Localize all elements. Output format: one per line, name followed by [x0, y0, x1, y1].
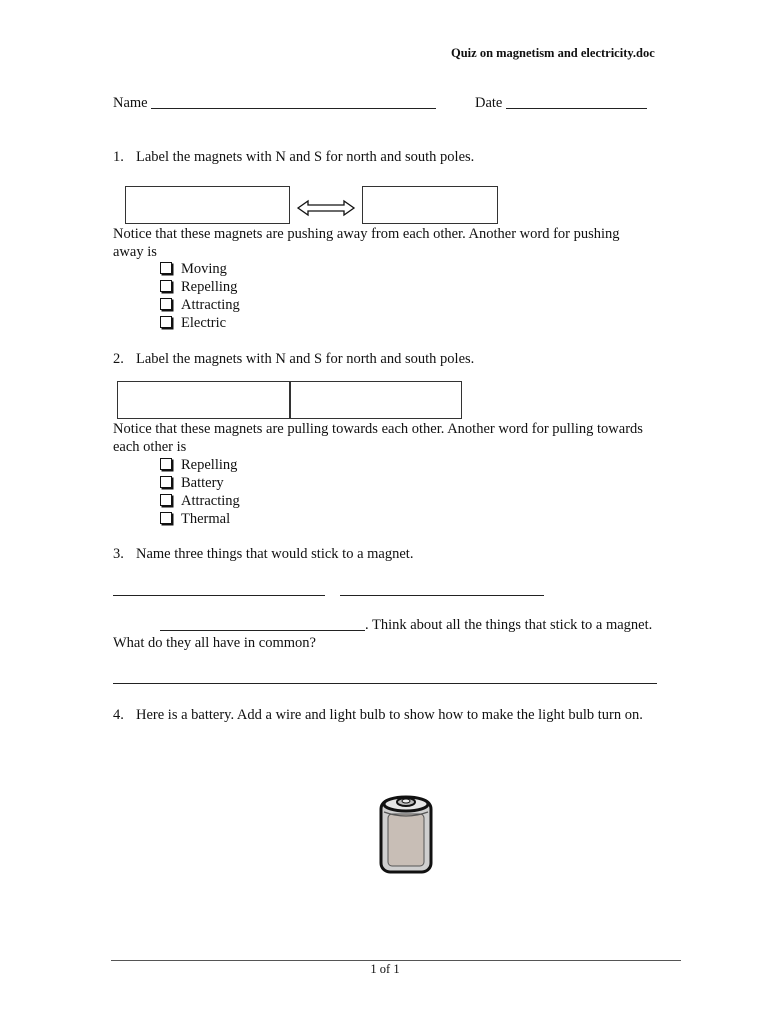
q1-option-label: Moving — [181, 261, 227, 277]
footer-divider — [111, 960, 681, 961]
double-arrow-icon — [296, 199, 356, 217]
checkbox-icon[interactable] — [160, 298, 172, 310]
q1-option-label: Repelling — [181, 279, 238, 295]
page-number: 1 of 1 — [370, 962, 400, 976]
name-label: Name — [113, 95, 148, 111]
q2-option-label: Attracting — [181, 493, 240, 509]
q2-option-label: Thermal — [181, 511, 231, 527]
q2-notice-line1: Notice that these magnets are pulling towards each other. Another word for pulling towards — [113, 421, 643, 437]
q3-line2: What do they all have in common? — [113, 635, 316, 651]
q2-magnet-right[interactable] — [290, 381, 462, 419]
q2-notice-line2: each other is — [113, 439, 187, 455]
q1-option[interactable] — [160, 296, 240, 314]
date-label: Date — [475, 95, 503, 111]
q2-number: 2. — [113, 351, 124, 367]
checkbox-icon[interactable] — [160, 476, 172, 488]
q1-option[interactable] — [160, 314, 226, 332]
document-filename: Quiz on magnetism and electricity.doc — [451, 46, 655, 60]
q4-number: 4. — [113, 707, 124, 723]
name-field[interactable] — [151, 108, 436, 109]
q3-prompt: Name three things that would stick to a magnet. — [136, 546, 414, 562]
q3-common-answer[interactable] — [113, 683, 657, 684]
q1-option[interactable] — [160, 260, 227, 278]
checkbox-icon[interactable] — [160, 280, 172, 292]
q1-number: 1. — [113, 149, 124, 165]
q2-magnet-left[interactable] — [117, 381, 290, 419]
q1-option-label: Electric — [181, 315, 227, 331]
battery-icon — [376, 790, 436, 876]
q2-option-label: Battery — [181, 475, 224, 491]
q3-answer-3[interactable] — [160, 630, 365, 631]
q1-magnet-right[interactable] — [362, 186, 498, 224]
q3-answer-1[interactable] — [113, 595, 325, 596]
q1-option[interactable] — [160, 278, 237, 296]
checkbox-icon[interactable] — [160, 316, 172, 328]
q1-notice-line2: away is — [113, 244, 157, 260]
q2-option[interactable] — [160, 492, 240, 510]
q3-continuation: . Think about all the things that stick to a magnet. — [365, 617, 653, 633]
checkbox-icon[interactable] — [160, 262, 172, 274]
q4-prompt: Here is a battery. Add a wire and light bulb to show how to make the light bulb turn on. — [136, 707, 643, 723]
q1-option-label: Attracting — [181, 297, 240, 313]
checkbox-icon[interactable] — [160, 458, 172, 470]
q2-option[interactable] — [160, 474, 224, 492]
q3-answer-2[interactable] — [340, 595, 544, 596]
checkbox-icon[interactable] — [160, 494, 172, 506]
q1-notice-line1: Notice that these magnets are pushing away from each other. Another word for pushing — [113, 226, 620, 242]
q3-number: 3. — [113, 546, 124, 562]
q2-option[interactable] — [160, 456, 237, 474]
date-field[interactable] — [506, 108, 647, 109]
q1-magnet-left[interactable] — [125, 186, 290, 224]
q2-option[interactable] — [160, 510, 230, 528]
q2-option-label: Repelling — [181, 457, 238, 473]
checkbox-icon[interactable] — [160, 512, 172, 524]
q2-prompt: Label the magnets with N and S for north and south poles. — [136, 351, 475, 367]
q1-prompt: Label the magnets with N and S for north and south poles. — [136, 149, 475, 165]
